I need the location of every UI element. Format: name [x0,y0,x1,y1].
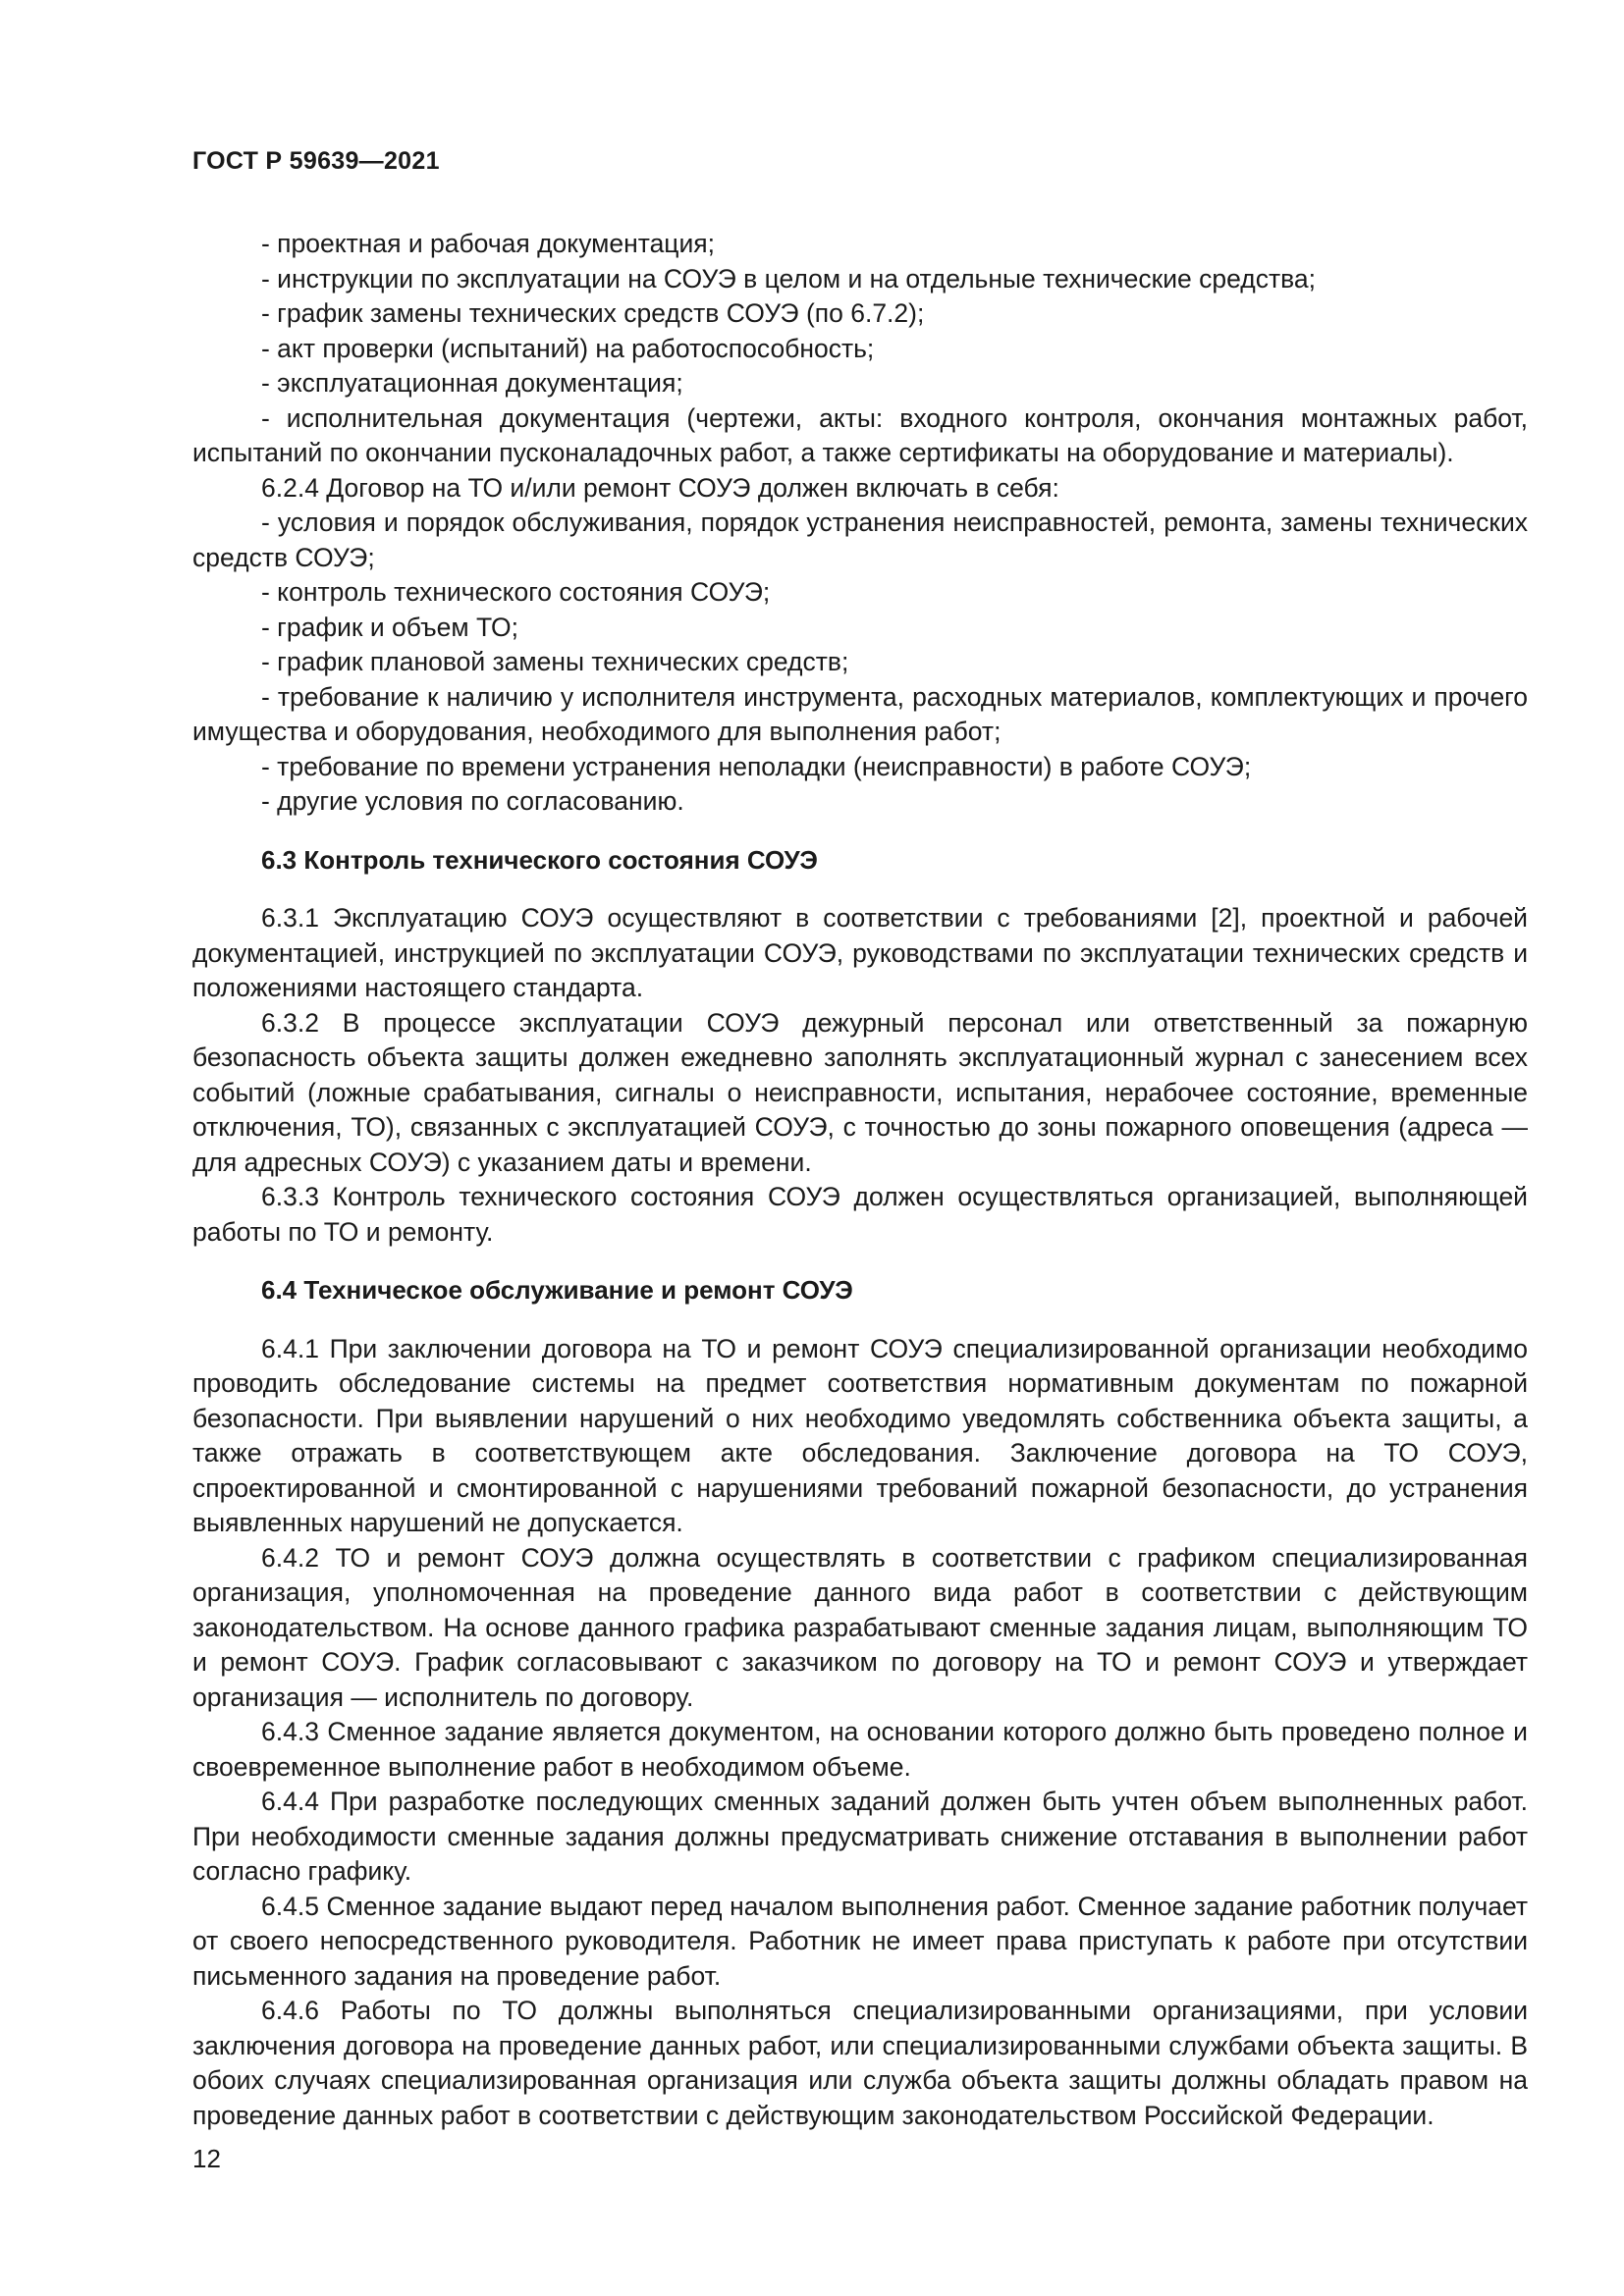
page-number: 12 [192,2144,221,2173]
paragraph: - условия и порядок обслуживания, порядок устранения неисправностей, ремонта, замены технических средств СОУЭ; [192,507,1528,572]
paragraph: - контроль технического состояния СОУЭ; [261,577,771,607]
section-heading: 6.4 Техническое обслуживание и ремонт СОУЭ [261,1275,853,1305]
paragraph: 6.4.3 Сменное задание является документом, на основании которого должно быть проведено полное и своевременное выполнение работ в необходимом объеме. [192,1717,1528,1782]
paragraph: - проектная и рабочая документация; [261,229,716,258]
paragraph: - требование по времени устранения неполадки (неисправности) в работе СОУЭ; [261,751,1252,781]
paragraph: 6.4.5 Сменное задание выдают перед началом выполнения работ. Сменное задание работник получает от своего непосредственного руководителя. Работник не имеет права приступать к работе при отсутствии письменного задания на проведение работ. [192,1891,1528,1991]
paragraph: 6.4.2 ТО и ремонт СОУЭ должна осуществлять в соответствии с графиком специализированная организация, уполномоченная на проведение данного вида работ в соответствии с действующим законодательством. На основе данного графика разрабатывают сменные задания лицам, выполняющим ТО и ремонт СОУЭ. График согласовывают с заказчиком по договору на ТО и ремонт СОУЭ и утверждает организация — исполнитель по договору. [192,1542,1528,1712]
paragraph: - требование к наличию у исполнителя инструмента, расходных материалов, комплектующих и прочего имущества и оборудования, необходимого для выполнения работ; [192,681,1528,746]
paragraph: 6.4.1 При заключении договора на ТО и ремонт СОУЭ специализированной организации необходимо проводить обследование системы на предмет соответствия нормативным документам по пожарной безопасности. При выявлении нарушений о них необходимо уведомлять собственника объекта защиты, а также отражать в соответствующем акте обследования. Заключение договора на ТО СОУЭ, спроектированной и смонтированной с нарушениями требований пожарной безопасности, до устранения выявленных нарушений не допускается. [192,1333,1528,1537]
paragraph: 6.4.6 Работы по ТО должны выполняться специализированными организациями, при условии заключения договора на проведение данных работ, или специализированными службами объекта защиты. В обоих случаях специализированная организация или служба объекта защиты должны обладать правом на проведение данных работ в соответствии с действующим законодательством Российской Федерации. [192,1996,1528,2130]
document-header: ГОСТ Р 59639—2021 [192,147,440,175]
paragraph: 6.3.1 Эксплуатацию СОУЭ осуществляют в соответствии с требованиями [2], проектной и рабочей документацией, инструкцией по эксплуатации СОУЭ, руководствами по эксплуатации технических средств и положениями настоящего стандарта. [192,903,1528,1002]
paragraph: - график плановой замены технических средств; [261,647,849,676]
paragraph: - другие условия по согласованию. [261,786,684,816]
paragraph: - график и объем ТО; [261,612,518,642]
paragraph: - инструкции по эксплуатации на СОУЭ в целом и на отдельные технические средства; [261,263,1316,294]
paragraph: 6.3.2 В процессе эксплуатации СОУЭ дежурный персонал или ответственный за пожарную безопасность объекта защиты должен ежедневно заполнять эксплуатационный журнал с занесением всех событий (ложные срабатывания, сигналы о неисправности, испытания, нерабочее состояние, временные отключения, ТО), связанных с эксплуатацией СОУЭ, с точностью до зоны пожарного оповещения (адреса — для адресных СОУЭ) с указанием даты и времени. [192,1007,1528,1177]
document-body [192,227,1528,2133]
paragraph: 6.3.3 Контроль технического состояния СОУЭ должен осуществляться организацией, выполняющей работы по ТО и ремонту. [192,1182,1528,1247]
paragraph: - исполнительная документация (чертежи, акты: входного контроля, окончания монтажных работ, испытаний по окончании пусконаладочных работ, а также сертификаты на оборудование и материалы). [192,402,1528,467]
document-page [192,147,1528,2133]
section-heading: 6.3 Контроль технического состояния СОУЭ [261,844,818,875]
paragraph: - акт проверки (испытаний) на работоспособность; [261,333,875,363]
paragraph: - эксплуатационная документация; [261,368,683,398]
paragraph: - график замены технических средств СОУЭ (по 6.7.2); [261,298,925,328]
paragraph: 6.2.4 Договор на ТО и/или ремонт СОУЭ должен включать в себя: [261,472,1059,503]
paragraph: 6.4.4 При разработке последующих сменных заданий должен быть учтен объем выполненных работ. При необходимости сменные задания должны предусматривать снижение отставания в выполнении работ согласно графику. [192,1787,1528,1886]
